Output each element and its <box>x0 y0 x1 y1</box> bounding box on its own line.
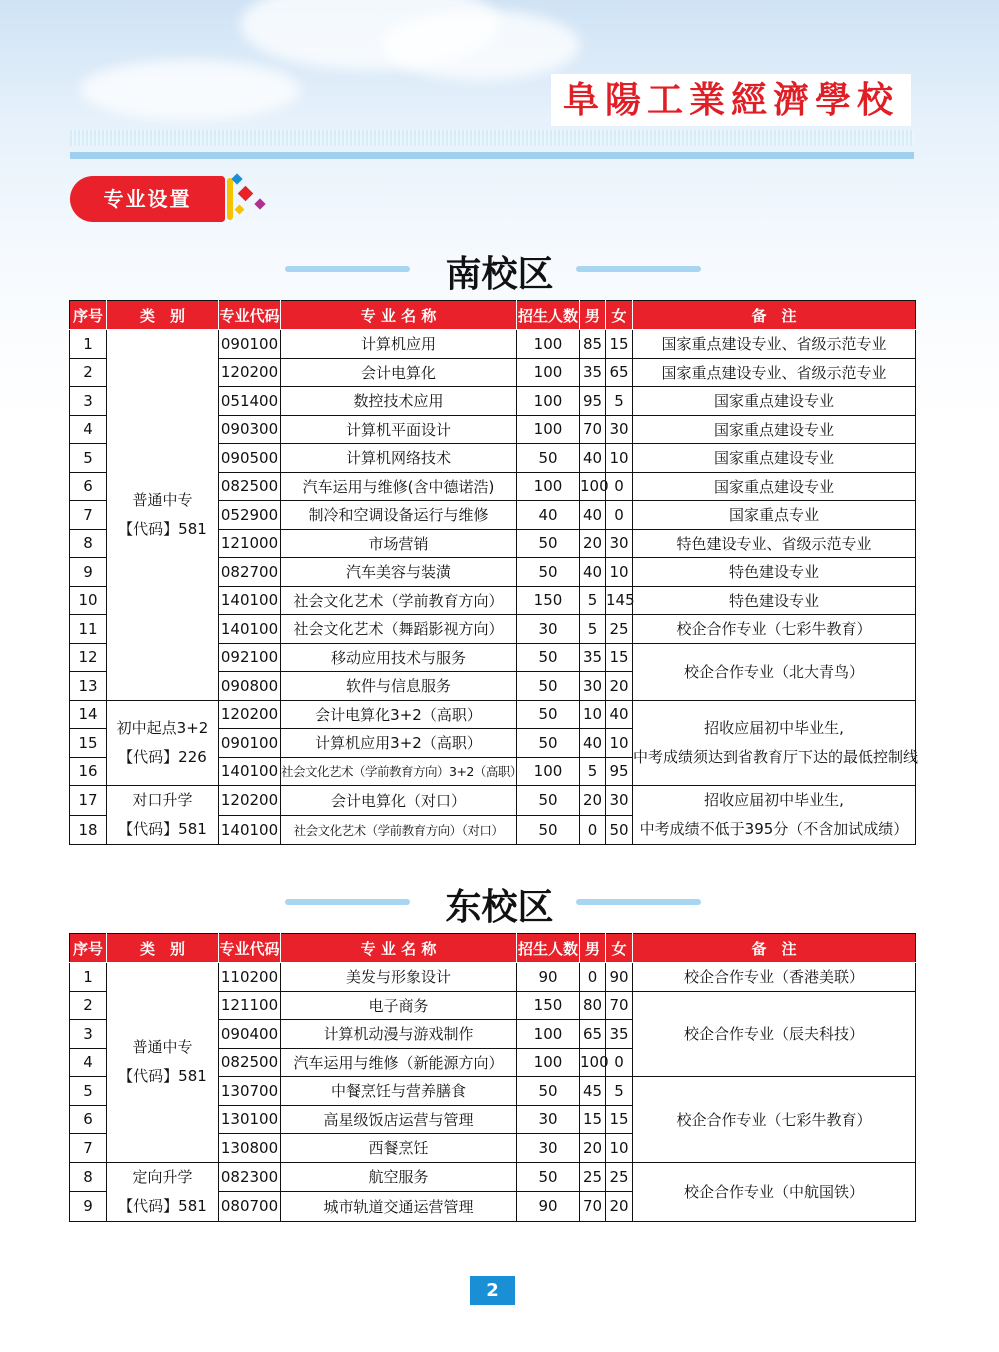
male-count: 30 <box>580 672 606 701</box>
remark: 特色建设专业 <box>633 558 916 587</box>
major-name: 社会文化艺术（学前教育方向）3+2（高职） <box>281 757 517 786</box>
female-count: 30 <box>606 415 633 444</box>
major-code: 052900 <box>219 501 281 530</box>
enrollment: 100 <box>517 415 580 444</box>
male-count: 40 <box>580 501 606 530</box>
female-count: 25 <box>606 615 633 644</box>
major-name: 数控技术应用 <box>281 387 517 416</box>
row-no: 1 <box>70 963 107 992</box>
female-count: 145 <box>606 586 633 615</box>
remark: 国家重点建设专业 <box>633 472 916 501</box>
cloud-decoration <box>80 60 300 120</box>
female-count: 10 <box>606 729 633 758</box>
major-code: 120200 <box>219 786 281 816</box>
enrollment: 50 <box>517 729 580 758</box>
col-header: 招生人数 <box>517 301 580 330</box>
female-count: 15 <box>606 643 633 672</box>
major-code: 090800 <box>219 672 281 701</box>
enrollment: 50 <box>517 1077 580 1106</box>
male-count: 20 <box>580 529 606 558</box>
female-count: 40 <box>606 700 633 729</box>
row-no: 12 <box>70 643 107 672</box>
major-name: 电子商务 <box>281 991 517 1020</box>
major-name: 高星级饭店运营与管理 <box>281 1105 517 1134</box>
col-header: 序号 <box>70 934 107 963</box>
major-name: 会计电算化（对口） <box>281 786 517 816</box>
remark: 校企合作专业（七彩牛教育） <box>633 1077 916 1163</box>
major-code: 090500 <box>219 444 281 473</box>
female-count: 90 <box>606 963 633 992</box>
category-cell <box>107 1162 219 1221</box>
major-code: 110200 <box>219 963 281 992</box>
major-name: 计算机应用3+2（高职） <box>281 729 517 758</box>
col-header: 专 业 名 称 <box>281 934 517 963</box>
remark-line: 中考成绩须达到省教育厅下达的最低控制线 <box>633 747 919 766</box>
category-code: 【代码】581 <box>118 1067 207 1086</box>
enrollment: 50 <box>517 529 580 558</box>
header-rule <box>70 130 914 146</box>
title-line <box>576 266 701 272</box>
remark: 国家重点建设专业 <box>633 444 916 473</box>
col-header: 招生人数 <box>517 934 580 963</box>
remark-line: 招收应届初中毕业生, <box>704 791 844 809</box>
major-code: 082300 <box>219 1162 281 1192</box>
female-count: 0 <box>606 1048 633 1077</box>
male-count: 5 <box>580 757 606 786</box>
row-no: 8 <box>70 1162 107 1192</box>
enrollment: 100 <box>517 387 580 416</box>
major-name: 计算机动漫与游戏制作 <box>281 1020 517 1049</box>
major-name: 社会文化艺术（舞蹈影视方向） <box>281 615 517 644</box>
male-count: 100 <box>580 1048 606 1077</box>
female-count: 15 <box>606 330 633 359</box>
col-header: 专 业 名 称 <box>281 301 517 330</box>
female-count: 20 <box>606 1192 633 1222</box>
female-count: 15 <box>606 1105 633 1134</box>
major-name: 会计电算化 <box>281 358 517 387</box>
remark: 特色建设专业、省级示范专业 <box>633 529 916 558</box>
male-count: 85 <box>580 330 606 359</box>
female-count: 5 <box>606 1077 633 1106</box>
enrollment: 150 <box>517 991 580 1020</box>
major-code: 092100 <box>219 643 281 672</box>
enrollment: 50 <box>517 815 580 845</box>
major-name: 计算机平面设计 <box>281 415 517 444</box>
row-no: 11 <box>70 615 107 644</box>
enrollment: 90 <box>517 1192 580 1222</box>
male-count: 10 <box>580 700 606 729</box>
category-name: 普通中专 <box>132 490 193 509</box>
enrollment: 40 <box>517 501 580 530</box>
category-name: 定向升学 <box>132 1167 193 1186</box>
category-code: 【代码】581 <box>118 820 207 838</box>
remark-line: 招收应届初中毕业生, <box>704 718 844 737</box>
category-name: 初中起点3+2 <box>116 718 209 737</box>
major-name: 西餐烹饪 <box>281 1134 517 1163</box>
decor-dot <box>235 205 245 215</box>
row-no: 3 <box>70 387 107 416</box>
title-line <box>576 899 701 905</box>
enrollment: 50 <box>517 672 580 701</box>
header-rule <box>70 152 914 159</box>
enrollment: 50 <box>517 700 580 729</box>
male-count: 20 <box>580 786 606 816</box>
major-code: 082700 <box>219 558 281 587</box>
female-count: 95 <box>606 757 633 786</box>
major-name: 社会文化艺术（学前教育方向） <box>281 586 517 615</box>
major-name: 制冷和空调设备运行与维修 <box>281 501 517 530</box>
major-code: 130100 <box>219 1105 281 1134</box>
major-code: 090400 <box>219 1020 281 1049</box>
major-code: 120200 <box>219 700 281 729</box>
south-campus-table <box>69 300 919 845</box>
enrollment: 100 <box>517 1048 580 1077</box>
remark-merged <box>633 786 916 845</box>
col-header: 专业代码 <box>219 301 281 330</box>
female-count: 10 <box>606 1134 633 1163</box>
page-number: 2 <box>470 1276 515 1305</box>
female-count: 0 <box>606 472 633 501</box>
school-name-logo: 阜陽工業經濟學校 <box>551 74 911 126</box>
remark: 国家重点建设专业 <box>633 415 916 444</box>
major-name: 计算机应用 <box>281 330 517 359</box>
major-code: 140100 <box>219 615 281 644</box>
table-row <box>70 330 916 359</box>
major-code: 130700 <box>219 1077 281 1106</box>
col-header: 女 <box>606 301 633 330</box>
enrollment: 100 <box>517 1020 580 1049</box>
female-count: 10 <box>606 558 633 587</box>
category-cell <box>107 786 219 845</box>
section-tag: 专业设置 <box>70 176 225 222</box>
male-count: 40 <box>580 729 606 758</box>
major-name: 计算机网络技术 <box>281 444 517 473</box>
remark: 校企合作专业（香港美联） <box>633 963 916 992</box>
major-code: 090100 <box>219 729 281 758</box>
decor-dot <box>254 198 265 209</box>
row-no: 4 <box>70 415 107 444</box>
female-count: 30 <box>606 529 633 558</box>
category-code: 【代码】581 <box>118 1196 207 1215</box>
col-header: 类 别 <box>107 301 219 330</box>
col-header: 男 <box>580 301 606 330</box>
row-no: 5 <box>70 444 107 473</box>
female-count: 20 <box>606 672 633 701</box>
male-count: 100 <box>580 472 606 501</box>
row-no: 13 <box>70 672 107 701</box>
male-count: 25 <box>580 1162 606 1192</box>
male-count: 5 <box>580 615 606 644</box>
major-name: 市场营销 <box>281 529 517 558</box>
category-code: 【代码】581 <box>118 519 207 538</box>
major-name: 美发与形象设计 <box>281 963 517 992</box>
major-name: 会计电算化3+2（高职） <box>281 700 517 729</box>
col-header: 女 <box>606 934 633 963</box>
female-count: 5 <box>606 387 633 416</box>
male-count: 45 <box>580 1077 606 1106</box>
major-code: 090300 <box>219 415 281 444</box>
male-count: 95 <box>580 387 606 416</box>
row-no: 18 <box>70 815 107 845</box>
remark: 校企合作专业（七彩牛教育） <box>633 615 916 644</box>
female-count: 65 <box>606 358 633 387</box>
major-name: 城市轨道交通运营管理 <box>281 1192 517 1222</box>
row-no: 15 <box>70 729 107 758</box>
category-cell <box>107 700 219 786</box>
remark: 国家重点建设专业 <box>633 387 916 416</box>
enrollment: 50 <box>517 786 580 816</box>
row-no: 9 <box>70 558 107 587</box>
row-no: 16 <box>70 757 107 786</box>
table-header-row <box>70 301 916 330</box>
row-no: 4 <box>70 1048 107 1077</box>
decor-dot <box>238 186 254 202</box>
major-code: 082500 <box>219 1048 281 1077</box>
remark: 国家重点建设专业、省级示范专业 <box>633 330 916 359</box>
cloud-decoration <box>380 10 580 80</box>
male-count: 35 <box>580 643 606 672</box>
decor-dot <box>231 173 242 184</box>
row-no: 2 <box>70 991 107 1020</box>
male-count: 40 <box>580 444 606 473</box>
female-count: 30 <box>606 786 633 816</box>
major-code: 140100 <box>219 757 281 786</box>
remark: 校企合作专业（北大青鸟） <box>633 643 916 700</box>
enrollment: 100 <box>517 358 580 387</box>
major-code: 082500 <box>219 472 281 501</box>
major-name: 软件与信息服务 <box>281 672 517 701</box>
row-no: 1 <box>70 330 107 359</box>
row-no: 7 <box>70 501 107 530</box>
male-count: 0 <box>580 963 606 992</box>
major-code: 080700 <box>219 1192 281 1222</box>
male-count: 0 <box>580 815 606 845</box>
male-count: 80 <box>580 991 606 1020</box>
remark-line: 中考成绩不低于395分（不含加试成绩） <box>639 820 909 838</box>
row-no: 8 <box>70 529 107 558</box>
enrollment: 30 <box>517 1134 580 1163</box>
male-count: 70 <box>580 415 606 444</box>
remark: 国家重点建设专业、省级示范专业 <box>633 358 916 387</box>
major-name: 中餐烹饪与营养膳食 <box>281 1077 517 1106</box>
category-name: 对口升学 <box>132 791 193 809</box>
enrollment: 100 <box>517 472 580 501</box>
male-count: 70 <box>580 1192 606 1222</box>
row-no: 9 <box>70 1192 107 1222</box>
table-row <box>70 963 916 992</box>
col-header: 备 注 <box>633 301 916 330</box>
category-code: 【代码】226 <box>118 747 207 766</box>
enrollment: 50 <box>517 1162 580 1192</box>
male-count: 5 <box>580 586 606 615</box>
major-code: 130800 <box>219 1134 281 1163</box>
enrollment: 50 <box>517 444 580 473</box>
male-count: 65 <box>580 1020 606 1049</box>
col-header: 类 别 <box>107 934 219 963</box>
category-cell <box>107 963 219 1163</box>
enrollment: 50 <box>517 643 580 672</box>
enrollment: 90 <box>517 963 580 992</box>
table-row <box>70 1162 916 1192</box>
remark: 校企合作专业（中航国铁） <box>633 1162 916 1221</box>
female-count: 35 <box>606 1020 633 1049</box>
table-header-row <box>70 934 916 963</box>
col-header: 男 <box>580 934 606 963</box>
major-code: 120200 <box>219 358 281 387</box>
enrollment: 100 <box>517 330 580 359</box>
row-no: 6 <box>70 472 107 501</box>
east-campus-table <box>69 933 916 1222</box>
male-count: 40 <box>580 558 606 587</box>
table-row <box>70 700 916 729</box>
col-header: 序号 <box>70 301 107 330</box>
female-count: 10 <box>606 444 633 473</box>
enrollment: 150 <box>517 586 580 615</box>
female-count: 50 <box>606 815 633 845</box>
row-no: 2 <box>70 358 107 387</box>
female-count: 70 <box>606 991 633 1020</box>
enrollment: 30 <box>517 1105 580 1134</box>
male-count: 15 <box>580 1105 606 1134</box>
major-name: 汽车美容与装潢 <box>281 558 517 587</box>
enrollment: 50 <box>517 558 580 587</box>
east-campus-title: 东校区 <box>445 887 554 928</box>
male-count: 35 <box>580 358 606 387</box>
major-code: 140100 <box>219 586 281 615</box>
remark-merged <box>633 700 919 786</box>
col-header: 备 注 <box>633 934 916 963</box>
major-name: 移动应用技术与服务 <box>281 643 517 672</box>
remark: 国家重点专业 <box>633 501 916 530</box>
female-count: 0 <box>606 501 633 530</box>
col-header: 专业代码 <box>219 934 281 963</box>
major-name: 汽车运用与维修（新能源方向） <box>281 1048 517 1077</box>
major-name: 汽车运用与维修(含中德诺浩) <box>281 472 517 501</box>
row-no: 5 <box>70 1077 107 1106</box>
major-code: 121000 <box>219 529 281 558</box>
major-code: 140100 <box>219 815 281 845</box>
major-code: 121100 <box>219 991 281 1020</box>
category-name: 普通中专 <box>132 1038 193 1057</box>
remark: 特色建设专业 <box>633 586 916 615</box>
major-name: 社会文化艺术（学前教育方向）（对口） <box>281 815 517 845</box>
row-no: 7 <box>70 1134 107 1163</box>
south-campus-title: 南校区 <box>445 254 554 295</box>
enrollment: 30 <box>517 615 580 644</box>
female-count: 25 <box>606 1162 633 1192</box>
major-code: 090100 <box>219 330 281 359</box>
remark: 校企合作专业（辰夫科技） <box>633 991 916 1077</box>
row-no: 3 <box>70 1020 107 1049</box>
male-count: 20 <box>580 1134 606 1163</box>
major-name: 航空服务 <box>281 1162 517 1192</box>
major-code: 051400 <box>219 387 281 416</box>
table-row <box>70 786 916 816</box>
row-no: 17 <box>70 786 107 816</box>
category-cell <box>107 330 219 701</box>
row-no: 10 <box>70 586 107 615</box>
enrollment: 100 <box>517 757 580 786</box>
row-no: 14 <box>70 700 107 729</box>
row-no: 6 <box>70 1105 107 1134</box>
